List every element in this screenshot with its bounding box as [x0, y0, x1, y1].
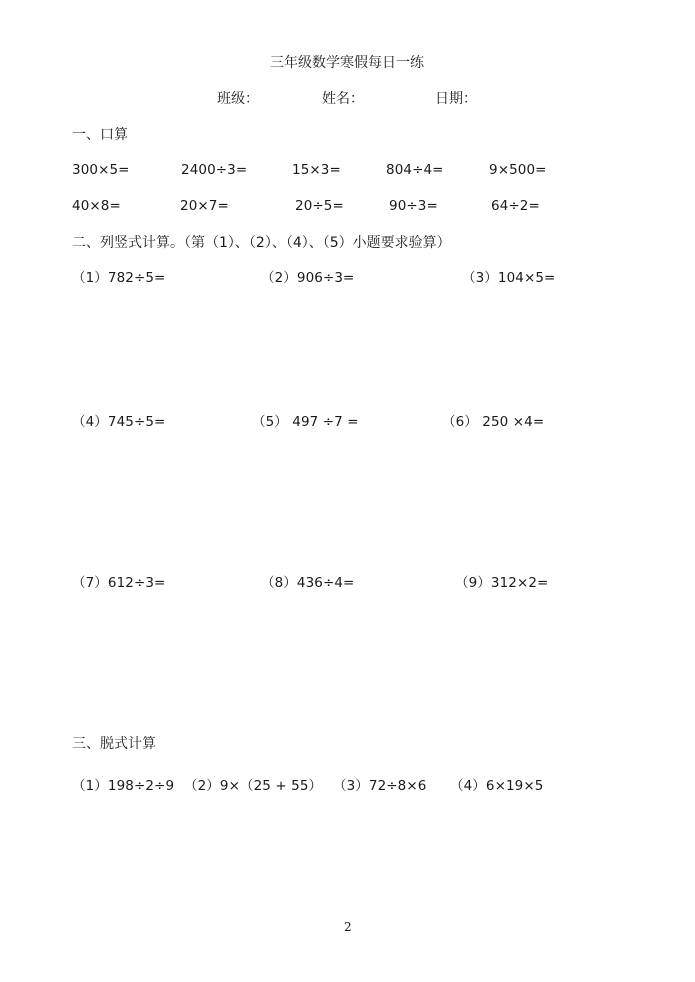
- oral-item: 15×3=: [292, 162, 341, 178]
- vertical-item: （2）906÷3=: [261, 270, 355, 286]
- oral-item: 64÷2=: [491, 198, 540, 214]
- oral-item: 20÷5=: [295, 198, 344, 214]
- vertical-item: （5） 497 ÷7 =: [252, 414, 359, 430]
- oral-item: 40×8=: [72, 198, 121, 214]
- section-heading-stepwise: 三、脱式计算: [72, 736, 156, 752]
- class-label: 班级：: [217, 91, 259, 107]
- stepwise-item: （2）9×（25 + 55）: [184, 778, 323, 794]
- oral-item: 300×5=: [72, 162, 130, 178]
- stepwise-item: （3）72÷8×6: [333, 778, 427, 794]
- oral-item: 9×500=: [489, 162, 547, 178]
- vertical-item: （3）104×5=: [462, 270, 556, 286]
- date-label: 日期：: [435, 91, 477, 107]
- oral-item: 90÷3=: [389, 198, 438, 214]
- vertical-item: （1）782÷5=: [72, 270, 166, 286]
- oral-item: 804÷4=: [386, 162, 444, 178]
- page-number: 2: [344, 920, 352, 934]
- name-label: 姓名：: [322, 91, 364, 107]
- stepwise-item: （1）198÷2÷9: [72, 778, 175, 794]
- vertical-item: （7）612÷3=: [72, 575, 166, 591]
- vertical-item: （9）312×2=: [455, 575, 549, 591]
- worksheet-title: 三年级数学寒假每日一练: [270, 55, 424, 71]
- stepwise-item: （4）6×19×5: [450, 778, 544, 794]
- vertical-item: （8）436÷4=: [261, 575, 355, 591]
- section-heading-vertical: 二、列竖式计算。（第（1）、（2）、（4）、（5）小题要求验算）: [72, 235, 451, 251]
- vertical-item: （6） 250 ×4=: [442, 414, 545, 430]
- section-heading-oral: 一、口算: [72, 127, 128, 143]
- oral-item: 20×7=: [180, 198, 229, 214]
- oral-item: 2400÷3=: [181, 162, 248, 178]
- vertical-item: （4）745÷5=: [72, 414, 166, 430]
